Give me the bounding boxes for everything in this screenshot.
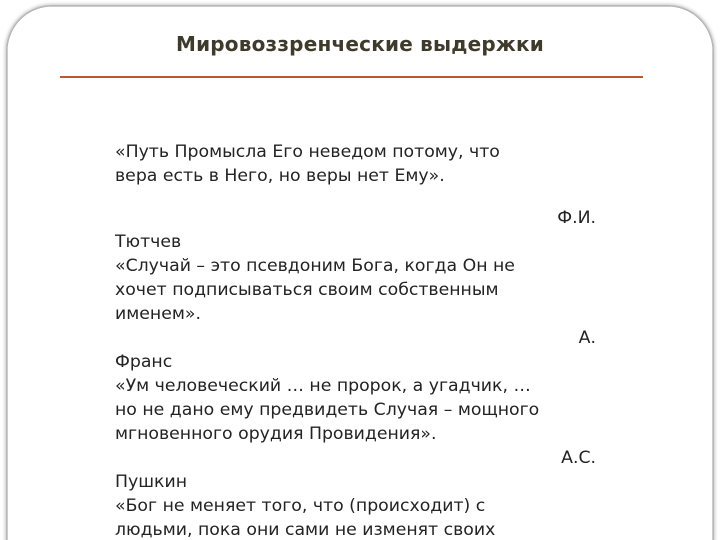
quote-line: «Ум человеческий … не пророк, а угадчик, …: [115, 376, 531, 396]
quote-line: хочет подписываться своим собственным: [115, 280, 499, 300]
title-divider: [60, 76, 643, 78]
quote-line: «Бог не меняет того, что (происходит) с: [115, 496, 486, 516]
quote-text: [115, 494, 615, 540]
quote-line: но не дано ему предвидеть Случая – мощного: [115, 400, 540, 420]
quote-line: людьми, пока они сами не изменят своих: [115, 520, 496, 540]
quote-author: А.С.: [561, 448, 596, 468]
quote-author-name: Франс: [115, 352, 173, 372]
slide-title: Мировоззренческие выдержки: [175, 32, 545, 56]
quote-author: Ф.И.: [557, 208, 596, 228]
quote-text: [115, 374, 615, 446]
quote-line: вера есть в Него, но веры нет Ему».: [115, 166, 445, 186]
quote-text: [115, 140, 615, 188]
quote-line: мгновенного орудия Провидения».: [115, 424, 437, 444]
quote-line: «Случай – это псевдоним Бога, когда Он не: [115, 256, 515, 276]
quote-line: именем».: [115, 304, 201, 324]
spacer: [115, 188, 615, 206]
quote-block: [115, 140, 615, 540]
quote-author: А.: [578, 328, 596, 348]
quote-author-name: Тютчев: [115, 232, 182, 252]
quote-text: [115, 254, 615, 326]
quote-author-name: Пушкин: [115, 472, 188, 492]
quote-line: «Путь Промысла Его неведом потому, что: [115, 142, 500, 162]
